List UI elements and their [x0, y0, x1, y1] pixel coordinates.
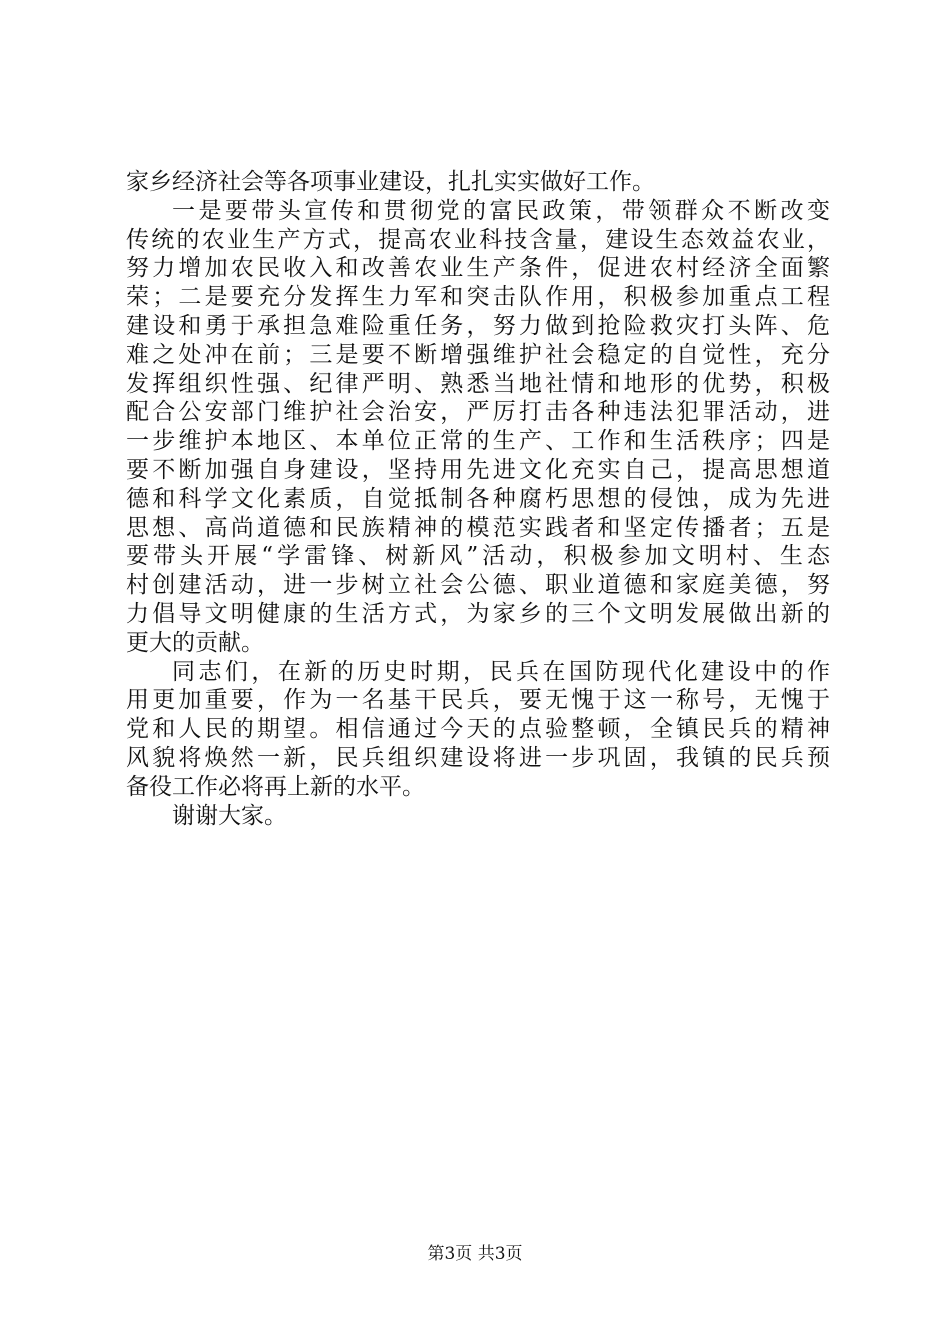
text-line: 风貌将焕然一新，民兵组织建设将进一步巩固，我镇的民兵预 — [126, 744, 830, 771]
text-line: 备役工作必将再上新的水平。 — [126, 773, 425, 800]
text-line: 同志们，在新的历史时期，民兵在国防现代化建设中的作 — [172, 658, 830, 685]
text-line: 党和人民的期望。相信通过今天的点验整顿，全镇民兵的精神 — [126, 716, 830, 743]
text-line: 用更加重要，作为一名基干民兵，要无愧于这一称号，无愧于 — [126, 687, 830, 714]
text-line: 要不断加强自身建设，坚持用先进文化充实自己，提高思想道 — [126, 456, 830, 483]
text-line: 一是要带头宣传和贯彻党的富民政策，带领群众不断改变 — [172, 197, 830, 224]
text-line: 力倡导文明健康的生活方式，为家乡的三个文明发展做出新的 — [126, 600, 830, 627]
text-line: 传统的农业生产方式，提高农业科技含量，建设生态效益农业， — [126, 226, 830, 253]
text-line: 努力增加农民收入和改善农业生产条件，促进农村经济全面繁 — [126, 255, 830, 282]
text-line: 思想、高尚道德和民族精神的模范实践者和坚定传播者；五是 — [126, 514, 830, 541]
text-line: 配合公安部门维护社会治安，严厉打击各种违法犯罪活动，进 — [126, 399, 830, 426]
document-body — [126, 168, 830, 830]
page-number-footer: 第3页 共3页 — [427, 1244, 523, 1264]
text-line: 要带头开展“学雷锋、树新风”活动，积极参加文明村、生态 — [126, 543, 830, 570]
text-line: 建设和勇于承担急难险重任务，努力做到抢险救灾打头阵、危 — [126, 312, 830, 339]
text-line: 谢谢大家。 — [172, 802, 287, 829]
text-line: 发挥组织性强、纪律严明、熟悉当地社情和地形的优势，积极 — [126, 370, 830, 397]
text-line: 村创建活动，进一步树立社会公德、职业道德和家庭美德，努 — [126, 572, 830, 599]
text-line: 更大的贡献。 — [126, 629, 264, 656]
text-line: 德和科学文化素质，自觉抵制各种腐朽思想的侵蚀，成为先进 — [126, 485, 830, 512]
text-line: 难之处冲在前；三是要不断增强维护社会稳定的自觉性，充分 — [126, 341, 830, 368]
text-line: 荣；二是要充分发挥生力军和突击队作用，积极参加重点工程 — [126, 284, 830, 311]
text-line: 家乡经济社会等各项事业建设，扎扎实实做好工作。 — [126, 169, 655, 195]
text-line: 一步维护本地区、本单位正常的生产、工作和生活秩序；四是 — [126, 428, 830, 455]
